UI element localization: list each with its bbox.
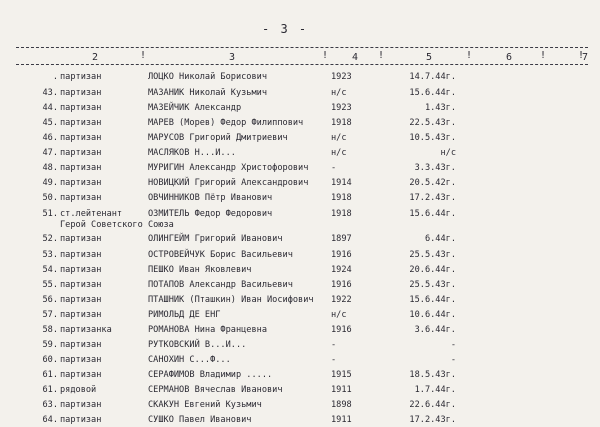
table-row <box>0 413 600 427</box>
row-rank: партизан <box>60 178 102 188</box>
row-note: Герой Советского Союза <box>60 220 174 230</box>
row-rank: рядовой <box>60 385 97 395</box>
row-death-date: 3.3.43г. <box>414 163 456 173</box>
table-row <box>0 248 600 262</box>
row-name: НОВИЦКИЙ Григорий Александрович <box>148 178 309 188</box>
table-row <box>0 398 600 412</box>
row-number: 52. <box>42 234 58 244</box>
row-birth-year: 1915 <box>331 370 352 380</box>
row-birth-year: н/с <box>331 148 347 158</box>
column-separator: ! <box>322 50 329 61</box>
row-birth-year: 1916 <box>331 280 352 290</box>
row-rank: ст.лейтенант <box>60 209 123 219</box>
row-birth-year: 1914 <box>331 178 352 188</box>
row-rank: партизанка <box>60 325 112 335</box>
row-death-date: н/с <box>440 148 456 158</box>
row-number: 58. <box>42 325 58 335</box>
row-death-date: 15.6.44г. <box>409 295 456 305</box>
row-rank: партизан <box>60 148 102 158</box>
row-number: 53. <box>42 250 58 260</box>
row-number: 43. <box>42 88 58 98</box>
row-rank: партизан <box>60 415 102 425</box>
row-death-date: 10.5.43г. <box>409 133 456 143</box>
row-number: 54. <box>42 265 58 275</box>
row-birth-year: 1916 <box>331 250 352 260</box>
row-rank: партизан <box>60 310 102 320</box>
row-birth-year: - <box>331 340 337 350</box>
table-row <box>0 353 600 367</box>
row-birth-year: 1922 <box>331 295 352 305</box>
row-name: СЕРАФИМОВ Владимир ..... <box>148 370 273 380</box>
table-row <box>0 278 600 292</box>
row-death-date: 15.6.44г. <box>409 209 456 219</box>
row-number: 57. <box>42 310 58 320</box>
row-number: 59. <box>42 340 58 350</box>
row-name: ОЗМИТЕЛЬ Федор Федорович <box>148 209 273 219</box>
row-birth-year: 1918 <box>331 118 352 128</box>
row-name: ОЛИНГЕЙМ Григорий Иванович <box>148 234 283 244</box>
row-birth-year: - <box>331 163 337 173</box>
column-header-4: 4 <box>352 52 359 63</box>
row-birth-year: н/с <box>331 88 347 98</box>
column-header-7: 7 <box>582 52 589 63</box>
row-rank: партизан <box>60 295 102 305</box>
header-rule-top <box>16 47 588 48</box>
row-death-date: 3.6.44г. <box>414 325 456 335</box>
row-rank: партизан <box>60 72 102 82</box>
row-death-date: 17.2.43г. <box>409 415 456 425</box>
row-death-date: 22.6.44г. <box>409 400 456 410</box>
table-row <box>0 116 600 130</box>
row-name: ЛОЦКО Николай Борисович <box>148 72 267 82</box>
column-separator: ! <box>466 50 473 61</box>
row-birth-year: 1911 <box>331 385 352 395</box>
column-header-2: 2 <box>92 52 99 63</box>
row-birth-year: 1898 <box>331 400 352 410</box>
row-number: 48. <box>42 163 58 173</box>
row-rank: партизан <box>60 133 102 143</box>
row-birth-year: 1916 <box>331 325 352 335</box>
row-number: 64. <box>42 415 58 425</box>
table-row <box>0 368 600 382</box>
row-rank: партизан <box>60 103 102 113</box>
row-rank: партизан <box>60 340 102 350</box>
row-birth-year: 1897 <box>331 234 352 244</box>
row-number: 63. <box>42 400 58 410</box>
row-name: МАЗЕЙЧИК Александр <box>148 103 242 113</box>
table-row <box>0 161 600 175</box>
row-birth-year: 1924 <box>331 265 352 275</box>
row-birth-year: н/с <box>331 133 347 143</box>
row-rank: партизан <box>60 193 102 203</box>
row-death-date: 25.5.43г. <box>409 250 456 260</box>
row-name: СКАКУН Евгений Кузьмич <box>148 400 262 410</box>
row-number: 51. <box>42 209 58 219</box>
table-row <box>0 293 600 307</box>
table-row <box>0 70 600 84</box>
row-death-date: 20.6.44г. <box>409 265 456 275</box>
table-row <box>0 338 600 352</box>
row-number: 56. <box>42 295 58 305</box>
row-name: САНОХИН С...Ф... <box>148 355 231 365</box>
row-birth-year: н/с <box>331 310 347 320</box>
row-death-date: 17.2.43г. <box>409 193 456 203</box>
row-birth-year: 1923 <box>331 103 352 113</box>
row-name: ОСТРОВЕЙЧУК Борис Васильевич <box>148 250 293 260</box>
row-death-date: 25.5.43г. <box>409 280 456 290</box>
table-row <box>0 176 600 190</box>
row-name: РУТКОВСКИЙ В...И... <box>148 340 247 350</box>
table-row <box>0 101 600 115</box>
header-rule-bottom <box>16 64 588 65</box>
row-name: ПОТАПОВ Александр Васильевич <box>148 280 293 290</box>
row-name: ОВЧИННИКОВ Пётр Иванович <box>148 193 273 203</box>
row-birth-year: 1918 <box>331 209 352 219</box>
table-row <box>0 263 600 277</box>
table-row <box>0 232 600 246</box>
column-separator: ! <box>578 50 585 61</box>
table-row <box>0 308 600 322</box>
row-death-date: - <box>450 340 456 350</box>
column-separator: ! <box>540 50 547 61</box>
row-name: СЕРМАНОВ Вячеслав Иванович <box>148 385 283 395</box>
table-row <box>0 86 600 100</box>
row-number: 50. <box>42 193 58 203</box>
row-name: МАЗАНИК Николай Кузьмич <box>148 88 267 98</box>
row-rank: партизан <box>60 118 102 128</box>
column-header-6: 6 <box>506 52 513 63</box>
row-number: 45. <box>42 118 58 128</box>
column-separator: ! <box>140 50 147 61</box>
row-rank: партизан <box>60 400 102 410</box>
row-name: МУРИГИН Александр Христофорович <box>148 163 309 173</box>
row-rank: партизан <box>60 280 102 290</box>
row-number: 61. <box>42 370 58 380</box>
row-death-date: 14.7.44г. <box>409 72 456 82</box>
row-name: РИМОЛЬД ДЕ ЕНГ <box>148 310 221 320</box>
page-number: - 3 - <box>262 22 309 36</box>
table-row <box>0 146 600 160</box>
table-row <box>0 383 600 397</box>
row-death-date: 10.6.44г. <box>409 310 456 320</box>
column-separator: ! <box>378 50 385 61</box>
row-rank: партизан <box>60 250 102 260</box>
row-death-date: 6.44г. <box>424 234 456 244</box>
row-name: МАРУСОВ Григорий Дмитриевич <box>148 133 288 143</box>
row-number: 49. <box>42 178 58 188</box>
row-name: РОМАНОВА Нина Францевна <box>148 325 267 335</box>
table-row <box>0 191 600 205</box>
row-birth-year: 1918 <box>331 193 352 203</box>
row-rank: партизан <box>60 355 102 365</box>
row-name: ПТАШНИК (Пташкин) Иван Иосифович <box>148 295 314 305</box>
row-name: ПЕШКО Иван Яковлевич <box>148 265 252 275</box>
row-rank: партизан <box>60 88 102 98</box>
row-number: 60. <box>42 355 58 365</box>
row-name: МАСЛЯКОВ Н...И... <box>148 148 236 158</box>
row-death-date: 22.5.43г. <box>409 118 456 128</box>
row-death-date: 1.43г. <box>424 103 456 113</box>
row-death-date: 18.5.43г. <box>409 370 456 380</box>
column-header-5: 5 <box>426 52 433 63</box>
row-rank: партизан <box>60 163 102 173</box>
row-rank: партизан <box>60 370 102 380</box>
row-birth-year: 1911 <box>331 415 352 425</box>
row-name: МАРЕВ (Морев) Федор Филиппович <box>148 118 304 128</box>
row-death-date: - <box>450 355 456 365</box>
row-number: . <box>52 72 58 82</box>
row-number: 55. <box>42 280 58 290</box>
row-number: 47. <box>42 148 58 158</box>
row-birth-year: - <box>331 355 337 365</box>
row-name: СУШКО Павел Иванович <box>148 415 252 425</box>
row-birth-year: 1923 <box>331 72 352 82</box>
row-rank: партизан <box>60 265 102 275</box>
row-death-date: 15.6.44г. <box>409 88 456 98</box>
row-number: 61. <box>42 385 58 395</box>
column-header-3: 3 <box>229 52 236 63</box>
row-death-date: 20.5.42г. <box>409 178 456 188</box>
row-death-date: 1.7.44г. <box>414 385 456 395</box>
table-row <box>0 131 600 145</box>
row-rank: партизан <box>60 234 102 244</box>
row-number: 46. <box>42 133 58 143</box>
row-number: 44. <box>42 103 58 113</box>
table-row <box>0 323 600 337</box>
